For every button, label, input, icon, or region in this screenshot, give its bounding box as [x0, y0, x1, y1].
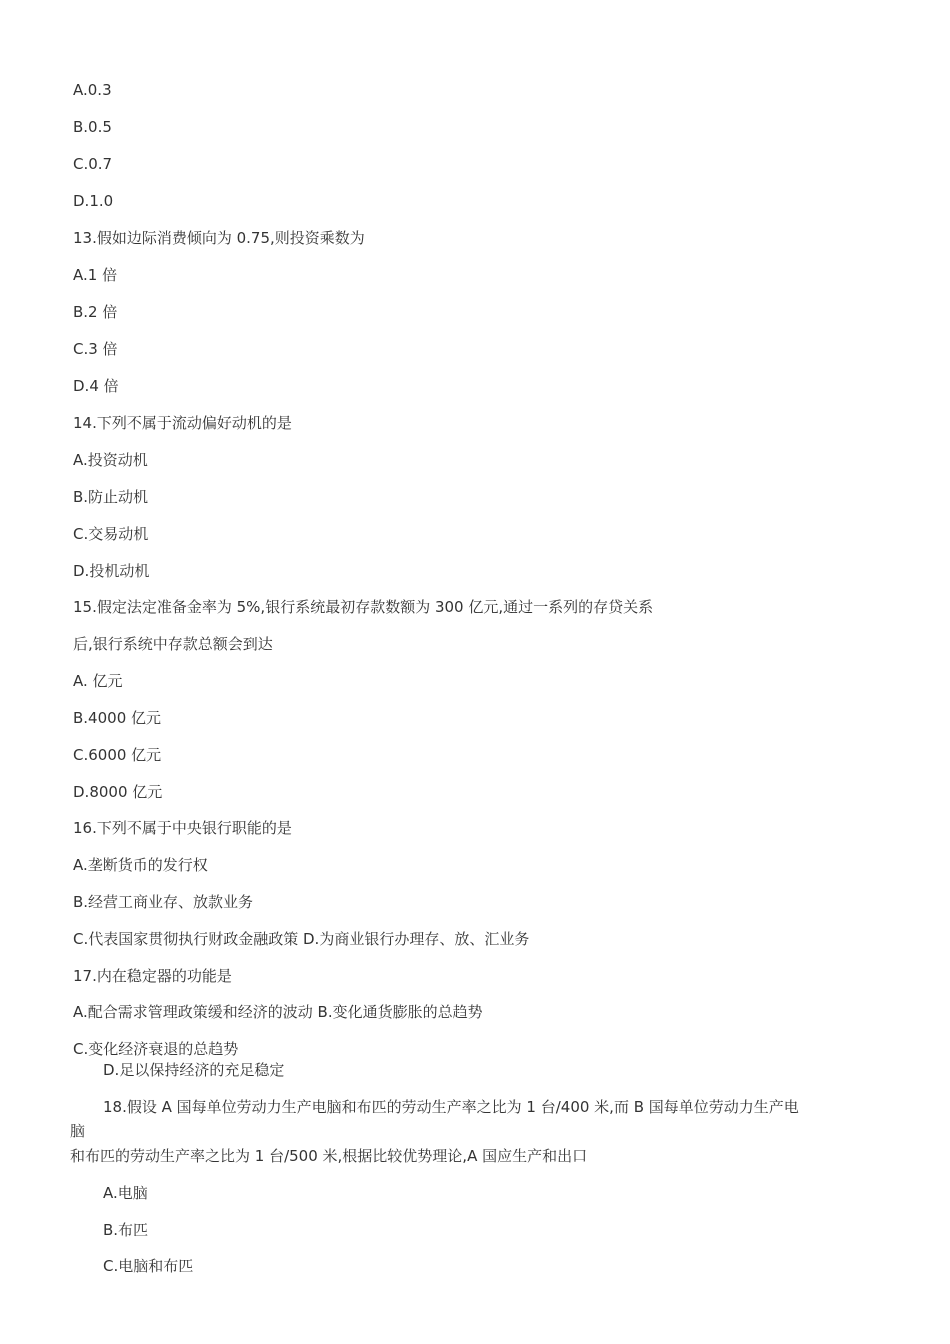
option-c-line: C.交易动机: [73, 525, 149, 543]
option-d-line: D.4 倍: [73, 377, 119, 395]
question-17: 17.内在稳定器的功能是: [73, 967, 232, 985]
question-13: 13.假如边际消费倾向为 0.75,则投资乘数为: [73, 229, 365, 247]
question-15-continued: 后,银行系统中存款总额会到达: [73, 635, 273, 653]
option-c-line: C.3 倍: [73, 340, 118, 358]
option-b-line: B.4000 亿元: [73, 709, 162, 727]
option-a-line: A.投资动机: [73, 451, 148, 469]
option-ab-line: A.配合需求管理政策缓和经济的波动 B.变化通货膨胀的总趋势: [73, 1003, 483, 1021]
question-14: 14.下列不属于流动偏好动机的是: [73, 414, 292, 432]
option-b-line: B.经营工商业存、放款业务: [73, 893, 254, 911]
question-18-continued: 和布匹的劳动生产率之比为 1 台/500 米,根据比较优势理论,A 国应生产和出口: [70, 1147, 588, 1165]
question-18: 18.假设 A 国每单位劳动力生产电脑和布匹的劳动生产率之比为 1 台/400 米,而 B 国每单位劳动力生产电: [103, 1098, 799, 1116]
option-a-line: A.电脑: [103, 1184, 148, 1202]
option-a-line: A.垄断货币的发行权: [73, 856, 208, 874]
option-b-line: B.2 倍: [73, 303, 118, 321]
question-15: 15.假定法定准备金率为 5%,银行系统最初存款数额为 300 亿元,通过一系列的存贷关系: [73, 598, 654, 616]
option-c-line: C.变化经济衰退的总趋势: [73, 1040, 239, 1058]
option-cd-line: C.代表国家贯彻执行财政金融政策 D.为商业银行办理存、放、汇业务: [73, 930, 530, 948]
option-b-line: B.0.5: [73, 118, 112, 136]
option-d-line: D.投机动机: [73, 562, 150, 580]
option-d-line: D.1.0: [73, 192, 114, 210]
option-c-line: C.0.7: [73, 155, 113, 173]
option-a-line: A. 亿元: [73, 672, 123, 690]
question-18-wrap: 脑: [70, 1122, 86, 1140]
option-a-line: A.0.3: [73, 81, 112, 99]
option-a-line: A.1 倍: [73, 266, 118, 284]
option-b-line: B.布匹: [103, 1221, 149, 1239]
option-d-line: D.足以保持经济的充足稳定: [103, 1061, 285, 1079]
option-b-line: B.防止动机: [73, 488, 149, 506]
option-d-line: D.8000 亿元: [73, 783, 163, 801]
option-c-line: C.电脑和布匹: [103, 1257, 194, 1275]
option-c-line: C.6000 亿元: [73, 746, 162, 764]
question-16: 16.下列不属于中央银行职能的是: [73, 819, 292, 837]
